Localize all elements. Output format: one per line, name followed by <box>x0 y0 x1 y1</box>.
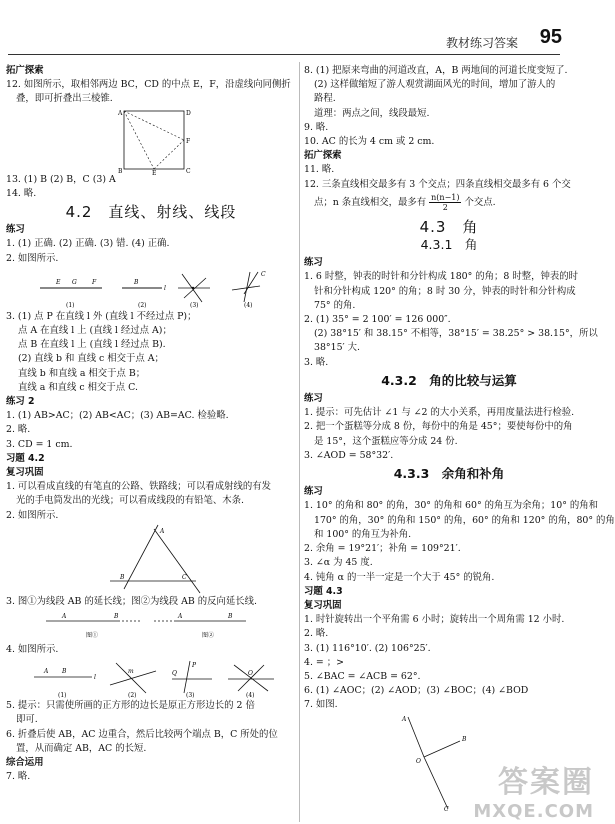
watermark-url: MXQE.COM <box>473 801 594 822</box>
answer-line: 9. 略. <box>304 121 329 133</box>
answer-line: 叠，即可折叠出三棱锥. <box>16 93 113 105</box>
answer-line: 1. 可以看成直线的有笔直的公路、铁路线；可以看成射线的有发 <box>6 481 272 493</box>
svg-text:m: m <box>128 668 134 676</box>
svg-text:A: A <box>62 613 67 621</box>
answer-line: 2. 余角 = 19°21′；补角 = 109°21′. <box>304 543 461 555</box>
answer-line: 2. 略. <box>6 424 31 436</box>
answer-line: 光的手电筒发出的光线；可以看成线段的有铅笔、木条. <box>16 495 244 507</box>
answer-line: 170° 的角，30° 的角和 150° 的角，60° 的角和 120° 的角，80° 的角 <box>314 514 615 526</box>
answer-line: 3. ∠AOD = 58°32′. <box>304 449 394 461</box>
answer-line: 是 15°，这个蛋糕应等分成 24 份. <box>314 435 458 447</box>
page-number: 95 <box>539 26 562 48</box>
svg-text:A: A <box>44 668 49 676</box>
figure-label: B <box>462 735 467 743</box>
section-label: 练习 <box>304 393 323 405</box>
svg-text:Q: Q <box>172 670 177 678</box>
answer-line: 2. 略. <box>304 628 329 640</box>
figure-label: C <box>444 805 449 813</box>
section-label: 习题 4.3 <box>304 585 343 597</box>
answer-line: 1. 10° 的角和 80° 的角，30° 的角和 60° 的角互为余角；10° 的角和 <box>304 500 598 512</box>
figure-label: (2) <box>138 301 147 309</box>
answer-line: 2. (1) 35° = 2 100′ = 126 000″. <box>304 314 451 326</box>
section-label: 练习 <box>304 486 323 498</box>
svg-text:B: B <box>134 278 139 286</box>
subsection-title: 4.3.2 角的比较与运算 <box>381 372 517 388</box>
svg-text:P: P <box>192 662 197 670</box>
answer-line: 3. (1) 116°10′. (2) 106°25′. <box>304 642 431 654</box>
answer-fragment: 个交点. <box>464 196 496 208</box>
section-label: 拓广探索 <box>304 150 342 162</box>
fraction-numerator: n(n−1) <box>431 192 460 202</box>
figure-label: 图② <box>202 632 215 640</box>
answer-line: 12. 三条直线相交最多有 3 个交点；四条直线相交最多有 6 个交 <box>304 178 571 190</box>
figure-label: (1) <box>58 692 67 700</box>
answer-line <box>304 192 594 214</box>
subsection-title: 4.3.3 余角和补角 <box>393 466 505 482</box>
extension-figure <box>6 609 296 643</box>
header-title: 教材练习答案 <box>445 36 518 50</box>
answer-line: 13. (1) B (2) B，C (3) A <box>6 173 116 185</box>
svg-text:A: A <box>160 527 165 535</box>
figure-label: (1) <box>66 301 75 309</box>
answer-fragment: 点；n 条直线相交，最多有 <box>314 196 427 208</box>
svg-text:l: l <box>164 284 166 292</box>
answer-line: 1. (1) AB>AC；(2) AB<AC；(3) AB=AC. 检验略. <box>6 410 229 422</box>
answer-line: 直线 a 和直线 c 相交于点 C. <box>18 381 138 393</box>
section-label: 练习 2 <box>6 396 35 408</box>
answer-line: 4. 钝角 α 的一半一定是一个大于 45° 的锐角. <box>304 571 495 583</box>
watermark <box>473 757 594 822</box>
svg-text:A: A <box>178 613 183 621</box>
answer-line: 2. 如图所示. <box>6 252 59 264</box>
answer-line: 5. 提示：只需使所画的正方形的边长是原正方形边长的 2 倍 <box>6 700 255 712</box>
answer-line: 直线 b 和直线 a 相交于点 B； <box>18 367 146 379</box>
svg-text:F: F <box>186 137 191 145</box>
answer-line: 点 B 在直线 l 上 (直线 l 经过点 B). <box>18 339 166 351</box>
answer-line: 5. ∠BAC = ∠ACB = 62°. <box>304 670 421 682</box>
square-fold-figure <box>6 107 296 177</box>
figure-label: 图① <box>86 632 99 640</box>
figure-label: (4) <box>246 692 255 700</box>
lines-figure-4 <box>6 657 296 699</box>
answer-line: (2) 直线 b 和 直线 c 相交于点 A； <box>18 353 164 365</box>
fraction <box>429 193 461 212</box>
section-label: 练习 <box>304 257 323 269</box>
answer-line: 3. 图①为线段 AB 的延长线；图②为线段 AB 的反向延长线. <box>6 595 258 607</box>
answer-line: 14. 略. <box>6 187 37 199</box>
figure-label: O <box>416 757 421 765</box>
svg-text:C: C <box>186 167 191 175</box>
answer-line: 道理：两点之间，线段最短. <box>314 107 430 119</box>
svg-text:B: B <box>118 167 123 175</box>
answer-line: 10. AC 的长为 4 cm 或 2 cm. <box>304 136 435 148</box>
answer-line: 1. 时针旋转出一个平角需 6 小时；旋转出一个周角需 12 小时. <box>304 614 565 626</box>
section-label: 综合运用 <box>6 757 44 769</box>
svg-text:E: E <box>152 169 157 177</box>
section-label: 复习巩固 <box>6 467 44 479</box>
figure-label: A <box>402 715 407 723</box>
answer-line: 4. 如图所示. <box>6 644 59 656</box>
answer-line: 38°15′ 大. <box>314 342 361 354</box>
left-column <box>6 64 296 785</box>
triangle-lines-figure <box>6 523 296 595</box>
svg-text:B: B <box>114 613 119 621</box>
svg-text:l: l <box>94 674 96 682</box>
answer-line: 针和分针构成 120° 的角；8 时 30 分，钟表的时针和分针构成 <box>314 285 576 297</box>
answer-line: 即可. <box>16 714 38 726</box>
answer-line: 2. 如图所示. <box>6 509 59 521</box>
answer-line: 和 100° 的角互为补角. <box>314 528 412 540</box>
answer-line: 7. 略. <box>6 771 31 783</box>
section-label: 练习 <box>6 224 25 236</box>
svg-text:G: G <box>72 278 77 286</box>
fraction-denominator: 2 <box>442 202 448 212</box>
answer-line: 4. = ；> <box>304 656 344 668</box>
svg-text:B: B <box>228 613 233 621</box>
answer-line: 3. (1) 点 P 在直线 l 外 (直线 l 不经过点 P)； <box>6 310 197 322</box>
subsection-title: 4.3.1 角 <box>420 237 478 253</box>
answer-line: (2) 38°15′ 和 38.15° 不相等，38°15′ = 38.25° > 38.15°，所以 <box>314 328 598 340</box>
answer-line: 3. 略. <box>304 356 329 368</box>
figure-label: (3) <box>186 692 195 700</box>
page-header <box>0 0 600 58</box>
svg-text:D: D <box>186 109 191 117</box>
figure-label: (2) <box>128 692 137 700</box>
lines-figure-1 <box>6 266 296 310</box>
section-title: 4.2 直线、射线、线段 <box>65 203 237 222</box>
answer-line: 6. 折叠后使 AB，AC 边重合，然后比较两个端点 B，C 所处的位 <box>6 728 278 740</box>
svg-text:B: B <box>62 668 67 676</box>
answer-line: 1. (1) 正确. (2) 正确. (3) 错. (4) 正确. <box>6 238 170 250</box>
answer-line: 点 A 在直线 l 上 (直线 l 经过点 A)； <box>18 325 172 337</box>
section-label: 习题 4.2 <box>6 452 45 464</box>
answer-line: 路程. <box>314 93 336 105</box>
answer-line: 1. 6 时整，钟表的时针和分针构成 180° 的角；8 时整，钟表的时 <box>304 271 578 283</box>
answer-line: 置，从而确定 AB，AC 的长短. <box>16 742 147 754</box>
header-rule <box>8 54 560 55</box>
answer-line: 7. 如图. <box>304 699 338 711</box>
svg-text:C: C <box>182 573 187 581</box>
figure-label: (4) <box>244 301 253 309</box>
answer-line: 12. 如图所示，取相邻两边 BC，CD 的中点 E，F，沿虚线向同侧折 <box>6 79 291 91</box>
svg-text:E: E <box>56 278 61 286</box>
svg-text:C: C <box>261 270 266 278</box>
answer-line: 3. CD = 1 cm. <box>6 438 73 450</box>
answer-line: 8. (1) 把原来弯曲的河道改直，A，B 两地间的河道长度变短了. <box>304 65 568 76</box>
answer-line: (2) 这样做缩短了游人观赏湖面风光的时间，增加了游人的 <box>314 79 556 91</box>
svg-text:B: B <box>120 573 125 581</box>
section-title: 4.3 角 <box>419 217 479 236</box>
svg-text:O: O <box>248 670 253 678</box>
answer-line: 2. 把一个蛋糕等分成 8 份，每份中的角是 45°；要使每份中的角 <box>304 421 573 433</box>
section-label: 复习巩固 <box>304 599 342 611</box>
watermark-text: 答案圈 <box>498 765 594 800</box>
right-column <box>304 64 615 813</box>
figure-label: (3) <box>190 301 199 309</box>
column-divider <box>299 62 300 822</box>
answer-line: 11. 略. <box>304 164 335 176</box>
answer-line: 6. (1) ∠AOC；(2) ∠AOD；(3) ∠BOC；(4) ∠BOD <box>304 685 529 697</box>
section-label: 拓广探索 <box>6 65 44 76</box>
answer-line: 75° 的角. <box>314 299 356 311</box>
svg-text:A: A <box>118 109 123 117</box>
answer-line: 3. ∠α 为 45 度. <box>304 557 373 569</box>
answer-line: 1. 提示：可先估计 ∠1 与 ∠2 的大小关系，再用度量法进行检验. <box>304 407 575 419</box>
svg-text:F: F <box>92 278 97 286</box>
